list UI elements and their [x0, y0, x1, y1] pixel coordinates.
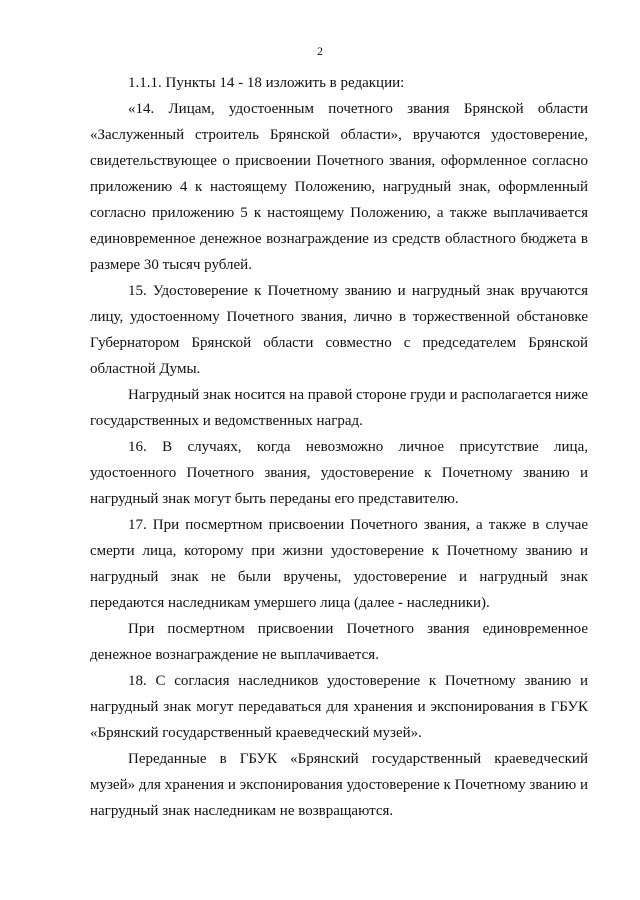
- page-number: 2: [317, 44, 323, 58]
- paragraph-14: «14. Лицам, удостоенным почетного звания Брянской области «Заслуженный строитель Брянской области», вручаются удостоверение, свидетельствующее о присвоении Почетного звания, оформленное согласно приложению 4 к настоящему Положению, нагрудный знак, оформленный согласно приложению 5 к настоящему Положению, а также выплачивается единовременное денежное вознаграждение из средств областного бюджета в размере 30 тысяч рублей.: [90, 101, 588, 273]
- paragraph-badge-placement: Нагрудный знак носится на правой стороне груди и располагается ниже государственных и ведомственных наград.: [90, 387, 588, 429]
- paragraph-15: 15. Удостоверение к Почетному званию и нагрудный знак вручаются лицу, удостоенному Почетного звания, лично в торжественной обстановке Губернатором Брянской области совместно с председателем Брянской областной Думы.: [90, 283, 588, 377]
- paragraph-1-1-1: 1.1.1. Пункты 14 - 18 изложить в редакции:: [128, 75, 405, 91]
- document-body: [90, 70, 588, 824]
- paragraph-posthumous-reward: При посмертном присвоении Почетного звания единовременное денежное вознаграждение не выплачивается.: [90, 621, 588, 663]
- paragraph-museum-transfer: Переданные в ГБУК «Брянский государственный краеведческий музей» для хранения и экспонирования удостоверение к Почетному званию и нагрудный знак наследникам не возвращаются.: [90, 751, 588, 819]
- paragraph-17: 17. При посмертном присвоении Почетного звания, а также в случае смерти лица, которому при жизни удостоверение к Почетному званию и нагрудный знак не были вручены, удостоверение и нагрудный знак передаются наследникам умершего лица (далее - наследники).: [90, 517, 588, 611]
- paragraph-18: 18. С согласия наследников удостоверение к Почетному званию и нагрудный знак могут передаваться для хранения и экспонирования в ГБУК «Брянский государственный краеведческий музей».: [90, 673, 588, 741]
- paragraph-16: 16. В случаях, когда невозможно личное присутствие лица, удостоенного Почетного звания, удостоверение к Почетному званию и нагрудный знак могут быть переданы его представителю.: [90, 439, 588, 507]
